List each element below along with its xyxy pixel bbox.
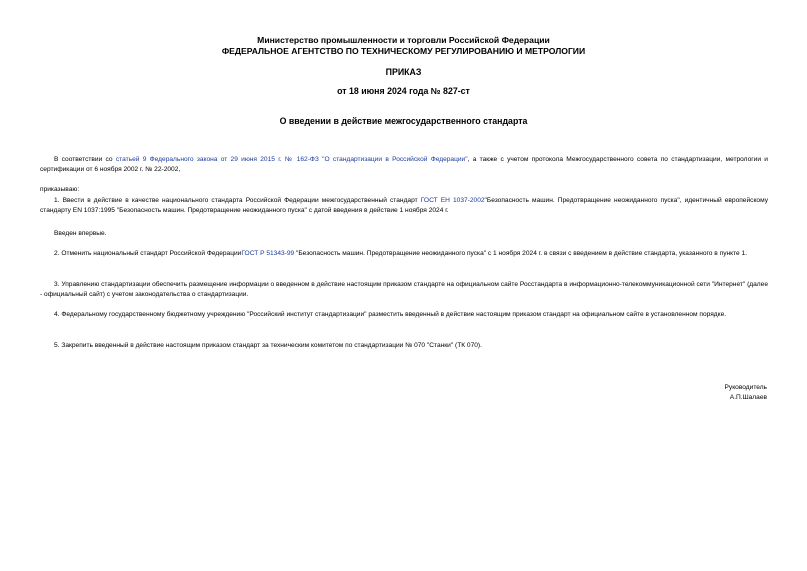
- gost-en-1037-link[interactable]: ГОСТ ЕН 1037-2002: [420, 197, 485, 204]
- gost-r-51343-link[interactable]: ГОСТ Р 51343-99: [241, 250, 295, 257]
- paragraph-item-2: [40, 249, 768, 259]
- paragraph-item-4: 4. Федеральному государственному бюджетному учреждению "Российский институт стандартизации" разместить введенный в действие настоящим приказом стандарт на официальном сайте в установленном порядке.: [54, 311, 727, 318]
- paragraph-item-5: 5. Закрепить введенный в действие настоящим приказом стандарт за техническим комитетом по стандартизации № 070 "Станки" (ТК 070).: [54, 342, 482, 349]
- ministry-name: Министерство промышленности и торговли Российской Федерации: [257, 35, 550, 45]
- federal-law-link[interactable]: статьей 9 Федерального закона от 29 июня 2015 г. № 162-ФЗ "О стандартизации в Российской Федерации": [115, 156, 468, 163]
- document-type: ПРИКАЗ: [385, 67, 422, 77]
- item-1-text-end: "Безопасность машин. Предотвращение неожиданного пуска", идентичный европейскому стандарту EN 1037:1995 "Безопасность машин. Предотвращение неожиданного пуска" с датой введения в действие 1 ноября 2024 г.: [40, 197, 768, 214]
- agency-name: ФЕДЕРАЛЬНОЕ АГЕНТСТВО ПО ТЕХНИЧЕСКОМУ РЕГУЛИРОВАНИЮ И МЕТРОЛОГИИ: [221, 46, 586, 56]
- signature-name: А.П.Шалаев: [729, 394, 767, 401]
- signature-title: Руководитель: [724, 384, 767, 391]
- item-2-text-start: 2. Отменить национальный стандарт Российской Федерации: [54, 250, 242, 257]
- order-word: приказываю:: [40, 186, 80, 193]
- preamble-text-end: , а также с учетом протокола Межгосударственного совета по стандартизации, метрологии и сертификации от 6 ноября 2002 г. № 22-2002,: [40, 156, 768, 173]
- item-1-text-start: 1. Ввести в действие в качестве национального стандарта Российской Федерации межгосударственный стандарт: [54, 197, 421, 204]
- item-2-text-end: "Безопасность машин. Предотвращение неожиданного пуска" с 1 ноября 2024 г. в связи с введением в действие стандарта, указанного в пункте 1.: [294, 250, 748, 257]
- document-subject: О введении в действие межгосударственного стандарта: [279, 116, 528, 126]
- paragraph-item-3: 3. Управлению стандартизации обеспечить размещение информации о введенном в действие настоящим приказом стандарте на официальном сайте Росстандарта в информационно-телекоммуникационной сети "Интернет" (далее - официальный сайт) с учетом законодательства о стандартизации.: [40, 281, 768, 298]
- document-date-number: от 18 июня 2024 года № 827-ст: [337, 86, 470, 96]
- preamble-text-start: В соответствии со: [54, 156, 116, 163]
- paragraph-preamble: [40, 155, 768, 175]
- paragraph-introduced-first: Введен впервые.: [54, 230, 107, 237]
- paragraph-item-1: [40, 196, 768, 216]
